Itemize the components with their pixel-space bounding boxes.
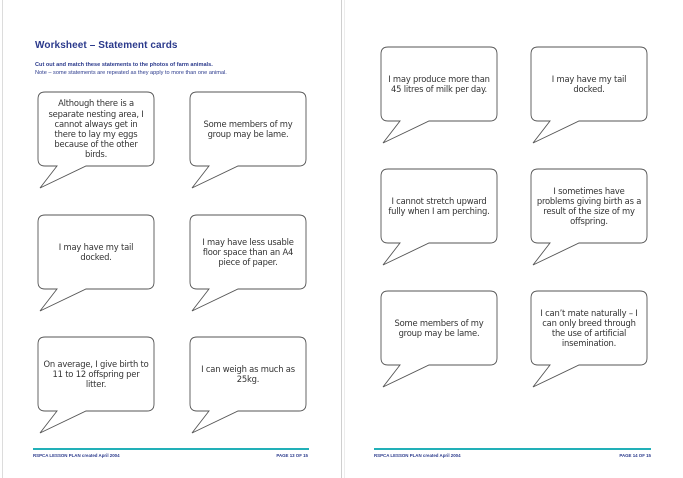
statement-card — [530, 291, 648, 389]
card-text: I may have my tail docked. — [58, 241, 134, 262]
note-text: Note – some statements are repeated as they apply to more than one animal. — [35, 70, 227, 76]
statement-card — [37, 337, 155, 435]
footer-rule — [374, 448, 651, 450]
card-text: On average, I give birth to 11 to 12 offspring per litter. — [43, 358, 149, 390]
card-text: Some members of my group may be lame. — [394, 317, 484, 338]
page-title: Worksheet – Statement cards — [35, 40, 178, 51]
page-edge — [2, 0, 3, 478]
statement-card — [380, 169, 498, 267]
card-text: I cannot stretch upward fully when I am perching. — [388, 195, 490, 216]
statement-card — [380, 291, 498, 389]
statement-card — [37, 215, 155, 313]
statement-card — [530, 169, 648, 267]
card-text: I may produce more than 45 litres of milk per day. — [388, 73, 490, 94]
statement-card — [37, 92, 155, 190]
instruction-text: Cut out and match these statements to the photos of farm animals. — [35, 62, 213, 68]
card-text: Some members of my group may be lame. — [203, 118, 293, 139]
card-text: Although there is a separate nesting area, I cannot always get in there to lay my eggs because of the other birds. — [48, 98, 144, 160]
page-divider-shadow — [344, 0, 345, 478]
footer-rule — [33, 448, 309, 450]
card-text: I sometimes have problems giving birth as a result of the size of my offspring. — [536, 185, 642, 227]
card-text: I may have my tail docked. — [551, 73, 627, 94]
statement-card — [189, 337, 307, 435]
statement-card — [530, 47, 648, 145]
page-divider — [341, 0, 342, 478]
page-number: PAGE 14 OF 15 — [619, 453, 651, 458]
statement-card — [189, 92, 307, 190]
card-text: I may have less usable floor space than an A4 piece of paper. — [202, 236, 294, 268]
statement-card — [189, 215, 307, 313]
page-number: PAGE 13 OF 15 — [276, 453, 308, 458]
card-text: I can’t mate naturally – I can only breed through the use of artificial insemination. — [540, 307, 638, 349]
footer-credit: RSPCA LESSON PLAN created April 2004 — [374, 453, 461, 458]
card-text: I can weigh as much as 25kg. — [201, 363, 295, 384]
footer-credit: RSPCA LESSON PLAN created April 2004 — [33, 453, 120, 458]
statement-card — [380, 47, 498, 145]
